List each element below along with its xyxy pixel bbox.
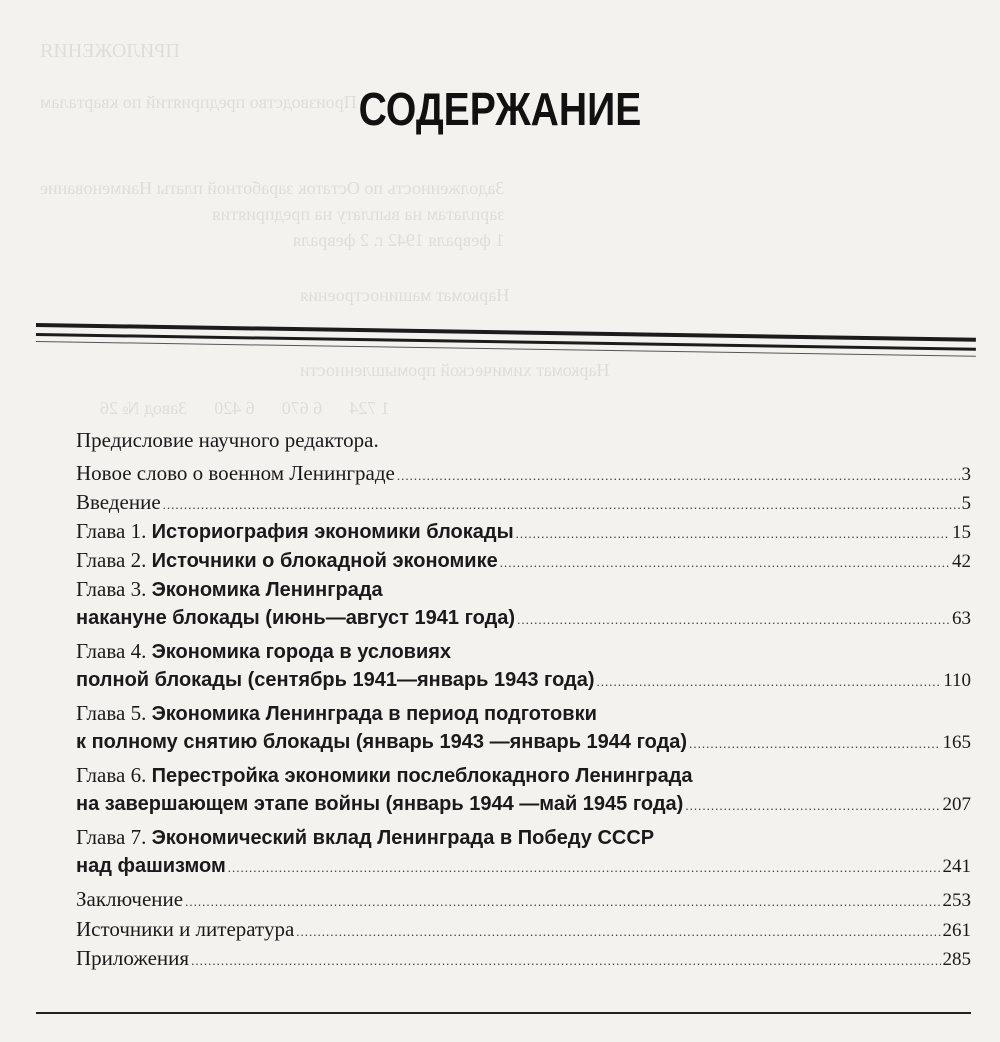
toc-entry-headline (76, 701, 597, 726)
toc-entry-title: Новое слово о военном Ленинграде (76, 461, 395, 485)
toc-leader (397, 468, 960, 486)
toc-chapter-prefix: Глава 4. (76, 639, 152, 663)
toc-entry-title-line2: на завершающем этапе войны (январь 1944 —май 1945 года) (76, 793, 684, 815)
toc-entry-headline (76, 825, 654, 850)
toc-chapter-prefix: Глава 6. (76, 763, 152, 787)
toc-entry[interactable] (76, 793, 971, 816)
toc-entry-title-line2: к полному снятию блокады (январь 1943 —январь 1944 года) (76, 731, 688, 753)
show-through-text: ПРИЛОЖЕНИЯ (40, 40, 180, 62)
toc-entry-title-line1: Экономика Ленинграда (151, 579, 383, 601)
toc-leader (500, 555, 950, 573)
toc-entry-headline (76, 577, 383, 602)
toc-entry-title-line1: Перестройка экономики послеблокадного Ленинграда (151, 765, 693, 787)
toc-chapter-prefix: Глава 5. (76, 701, 152, 725)
toc-leader (296, 924, 940, 942)
toc-leader (689, 736, 940, 754)
toc-chapter-prefix: Глава 1. (76, 519, 152, 543)
page-title: СОДЕРЖАНИЕ (358, 83, 642, 135)
toc-page-number: 63 (952, 608, 971, 629)
toc-leader (163, 497, 960, 515)
toc-chapter-prefix: Глава 2. (76, 548, 152, 572)
toc-entry-headline (76, 763, 693, 788)
toc-page-number: 42 (952, 551, 971, 572)
toc-leader (597, 674, 942, 692)
show-through-text: 1 724 6 670 6 420 Завод № 26 (100, 398, 390, 418)
toc-entry[interactable] (76, 887, 971, 912)
toc-page-number: 253 (942, 890, 971, 911)
toc-entry[interactable] (76, 917, 971, 942)
toc-leader (685, 798, 940, 816)
toc-chapter-prefix: Глава 7. (76, 825, 152, 849)
toc-leader (191, 953, 940, 971)
toc-chapter-prefix: Глава 3. (76, 577, 152, 601)
toc-page-number: 241 (942, 856, 971, 877)
toc-entry[interactable] (76, 669, 971, 692)
toc-page-number: 261 (942, 920, 971, 941)
toc-entry-title: Приложения (76, 946, 190, 970)
toc-entry[interactable] (76, 490, 971, 515)
toc-entry[interactable] (76, 548, 971, 573)
decorative-rule (36, 323, 976, 342)
toc-entry-title: Заключение (76, 887, 184, 911)
bottom-rule (36, 1012, 971, 1014)
toc-page-number: 15 (952, 522, 971, 543)
toc-entry-title: Введение (76, 490, 161, 514)
toc-entry-title-line1: Экономика города в условиях (151, 641, 452, 663)
toc-entry-title: Источники и литература (76, 917, 295, 941)
toc-page-number: 165 (942, 732, 971, 753)
toc-entry-title-line1: Экономика Ленинграда в период подготовки (151, 703, 597, 725)
toc-leader (516, 526, 950, 544)
toc-entry-title-line2: полной блокады (сентябрь 1941—январь 1943 года) (76, 669, 595, 691)
toc-entry-title-line2: над фашизмом (76, 855, 226, 877)
toc-leader (228, 860, 941, 878)
toc-leader (185, 894, 940, 912)
show-through-text: Наркомат машиностроения (300, 285, 510, 305)
toc-entry[interactable] (76, 461, 971, 486)
toc-entry[interactable] (76, 519, 971, 544)
toc-entry[interactable] (76, 855, 971, 878)
toc-entry-title: Источники о блокадной экономике (151, 550, 498, 572)
toc-entry[interactable] (76, 946, 971, 971)
toc-leader (517, 612, 950, 630)
toc-entry-title-line2: накануне блокады (июнь—август 1941 года) (76, 607, 516, 629)
toc-entry-title-line1: Экономический вклад Ленинграда в Победу СССР (151, 827, 655, 849)
show-through-text: Наркомат химической промышленности (300, 360, 610, 380)
toc-page-number: 5 (961, 493, 971, 514)
toc-entry-title: Историография экономики блокады (151, 521, 514, 543)
toc-entry-headline (76, 639, 451, 664)
toc-page-number: 3 (961, 464, 971, 485)
toc-page-number: 110 (943, 670, 971, 691)
toc-entry[interactable] (76, 731, 971, 754)
show-through-text: Производство предприятий по кварталам (40, 92, 357, 112)
toc-page-number: 285 (942, 949, 971, 970)
toc-page-number: 207 (942, 794, 971, 815)
show-through-text: Задолженность по Остаток заработной платы Наименование зарплатам на выплату на предприятия 1 февраля 1942 г. 2 февраля (40, 178, 505, 250)
toc-entry-intro: Предисловие научного редактора. (76, 428, 379, 452)
toc-entry[interactable] (76, 607, 971, 630)
